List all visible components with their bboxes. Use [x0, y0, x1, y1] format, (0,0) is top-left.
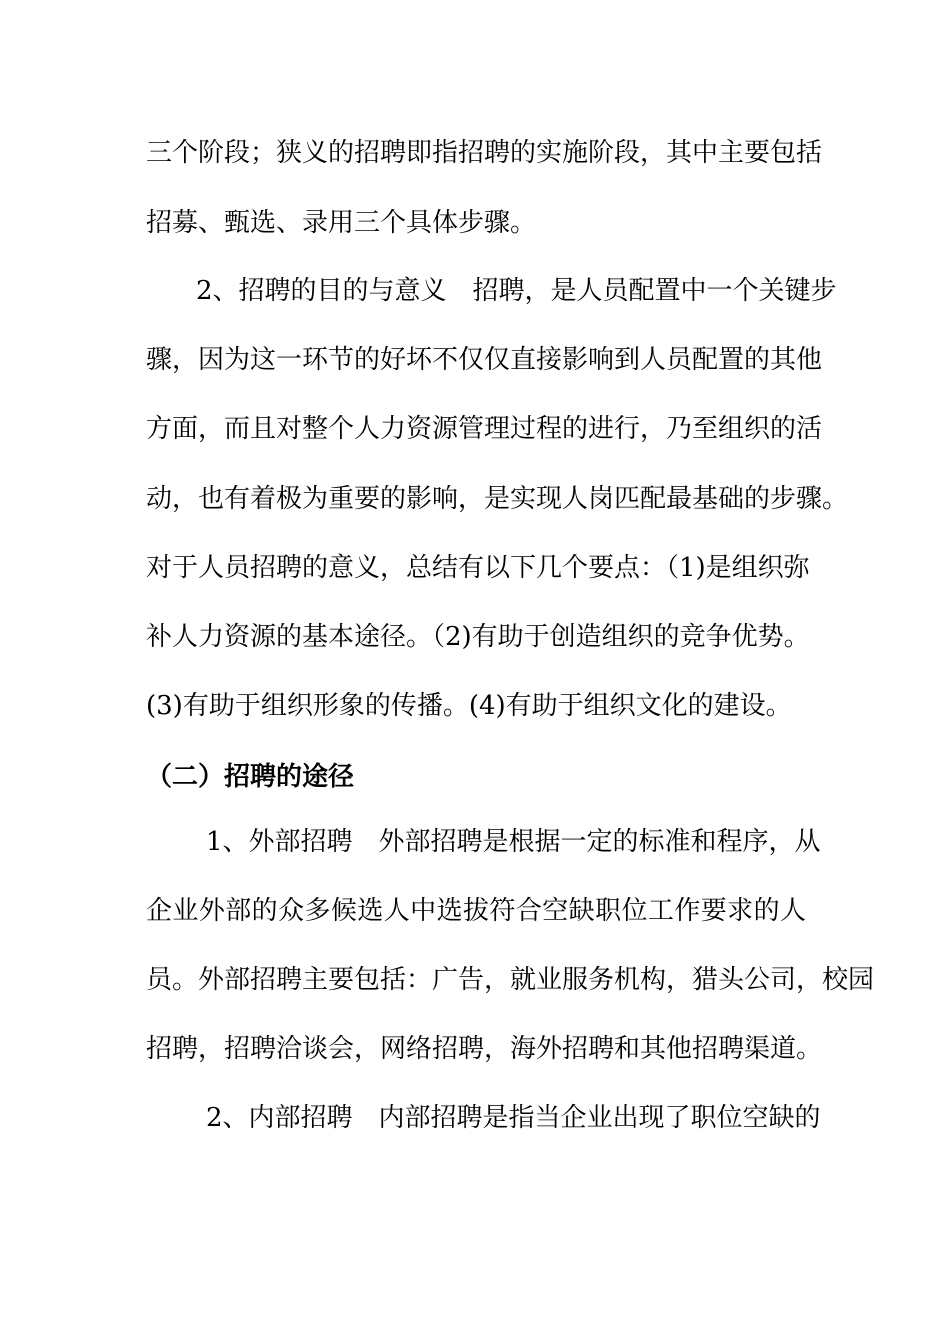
paragraph-line: (3)有助于组织形象的传播。(4)有助于组织文化的建设。	[146, 691, 792, 721]
paragraph-line: 方面，而且对整个人力资源管理过程的进行，乃至组织的活	[146, 414, 823, 444]
paragraph-line: 动，也有着极为重要的影响，是实现人岗匹配最基础的步骤。	[146, 484, 849, 514]
paragraph-line: 员。外部招聘主要包括：广告，就业服务机构，猎头公司，校园	[146, 965, 875, 995]
paragraph-line: 对于人员招聘的意义，总结有以下几个要点：（1)是组织弥	[146, 553, 810, 583]
paragraph-line: 补人力资源的基本途径。（2)有助于创造组织的竞争优势。	[146, 622, 810, 652]
paragraph-line: 三个阶段；狭义的招聘即指招聘的实施阶段，其中主要包括	[146, 138, 823, 168]
paragraph-line: 1、外部招聘 外部招聘是根据一定的标准和程序，从	[206, 827, 821, 857]
paragraph-line: 企业外部的众多候选人中选拔符合空缺职位工作要求的人	[146, 896, 806, 926]
paragraph-line: 招聘，招聘洽谈会，网络招聘，海外招聘和其他招聘渠道。	[146, 1034, 823, 1064]
section-heading: （二）招聘的途径	[146, 762, 355, 792]
paragraph-line: 2、招聘的目的与意义 招聘，是人员配置中一个关键步	[196, 276, 837, 306]
paragraph-line: 招募、甄选、录用三个具体步骤。	[146, 208, 537, 238]
paragraph-line: 骤，因为这一环节的好坏不仅仅直接影响到人员配置的其他	[146, 345, 823, 375]
paragraph-line: 2、内部招聘 内部招聘是指当企业出现了职位空缺的	[206, 1103, 821, 1133]
